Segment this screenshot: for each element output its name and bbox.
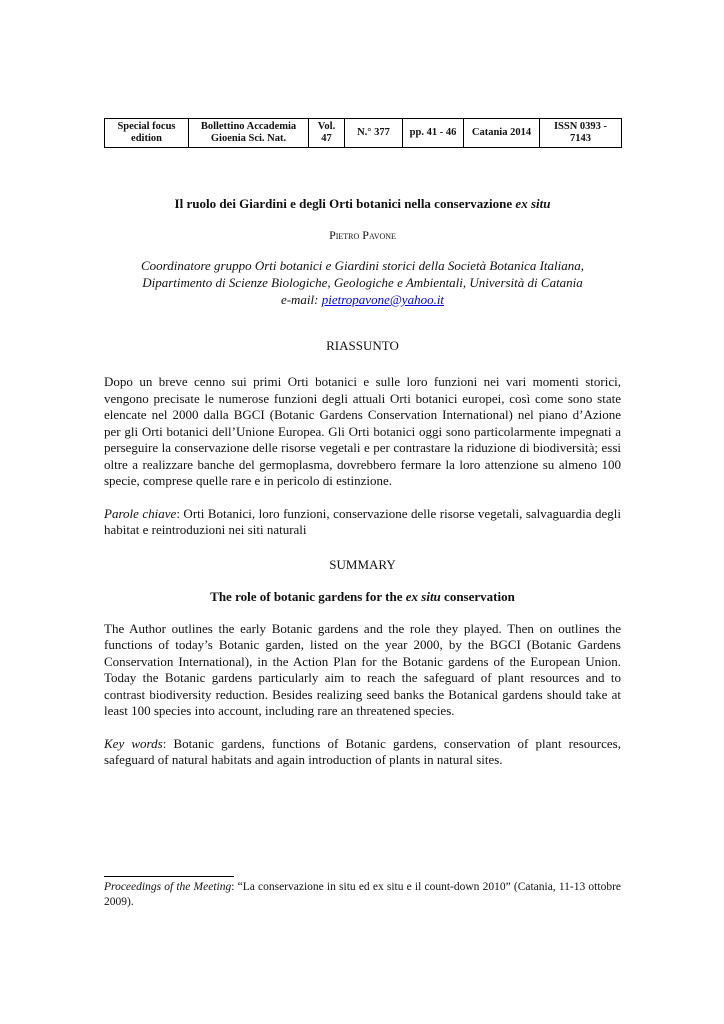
affiliation-line-2: Dipartimento di Scienze Biologiche, Geologiche e Ambientali, Università di Catania [142,275,583,290]
paper-page [104,118,621,769]
affiliation [104,257,621,308]
summary-heading: SUMMARY [329,556,396,572]
header-cell-number: N.° 377 [345,119,403,148]
riassunto-paragraph: Dopo un breve cenno sui primi Orti botanici e sulle loro funzioni nei vari momenti storici, vengono precisate le numerose funzioni degli attuali Orti botanici europei, così come sono state elencate nel 2000 dalla BGCI (Botanic Gardens Conservation International) nel piano d’Azione per gli Orti botanici dell’Unione Europea. Gli Orti botanici oggi sono particolarmente impegnati a perseguire la conservazione delle risorse vegetali e per contrastare la riduzione di biodiversità; essi oltre a realizzare banche del germoplasma, dovrebbero fermare la loro attenzione su almeno 100 specie, comprese quelle rare e in pericolo di estinzione. [104,374,621,488]
header-cell-journal: Bollettino Accademia Gioenia Sci. Nat. [189,119,309,148]
english-title [104,589,621,605]
footnote-separator [104,876,234,877]
paper-title [104,196,621,212]
summary-paragraph: The Author outlines the early Botanic gardens and the role they played. Then on outlines the functions of today’s Botanic garden, listed on the year 2000, by the BGCI (Botanic Gardens Conservation International), in the Action Plan for the Botanic gardens of the European Union. Today the Botanic gardens particularly aim to reach the safeguard of plant resources and to contrast biodiversity reduction. Besides realizing seed banks the Botanical gardens should take at least 100 species into account, including rare an threatened species. [104,620,621,718]
key-words-label: Key words [104,735,163,751]
header-cell-pages: pp. 41 - 46 [403,119,464,148]
header-cell-edition: Special focus edition [105,119,189,148]
author-name: Pietro Pavone [329,228,396,242]
footnote [104,880,621,910]
english-title-end: conservation [440,588,515,604]
paper-title-main: Il ruolo dei Giardini e degli Orti botanici nella conservazione [174,196,516,211]
key-words-text: : Botanic gardens, functions of Botanic gardens, conservation of plant resources, safeguard of natural habitats and again introduction of plants in natural sites. [104,735,621,767]
parole-chiave-label: Parole chiave [104,505,177,521]
footnote-text: : “La conservazione in situ ed ex situ e il count-down 2010” (Catania, 11-13 ottobre 2009). [104,881,621,908]
affiliation-line-1: Coordinatore gruppo Orti botanici e Giardini storici della Società Botanica Italiana, [140,258,585,273]
email-label: e-mail: [280,292,322,307]
parole-chiave-paragraph [104,506,621,539]
parole-chiave-text: : Orti Botanici, loro funzioni, conservazione delle risorse vegetali, salvaguardia degli habitat e reintroduzioni nei siti naturali [104,505,622,537]
key-words-paragraph [104,736,621,769]
affiliation-email-line [104,291,621,308]
english-title-main: The role of botanic gardens for the [210,588,406,604]
paper-title-italic: ex situ [515,196,551,211]
journal-header-table [104,118,622,148]
email-link[interactable]: pietropavone@yahoo.it [321,292,445,307]
header-cell-place-year: Catania 2014 [464,119,540,148]
footnote-label: Proceedings of the Meeting [104,881,232,893]
english-title-italic: ex situ [405,588,441,604]
header-cell-volume: Vol. 47 [309,119,345,148]
riassunto-heading: RIASSUNTO [326,338,399,353]
header-cell-issn: ISSN 0393 - 7143 [540,119,622,148]
